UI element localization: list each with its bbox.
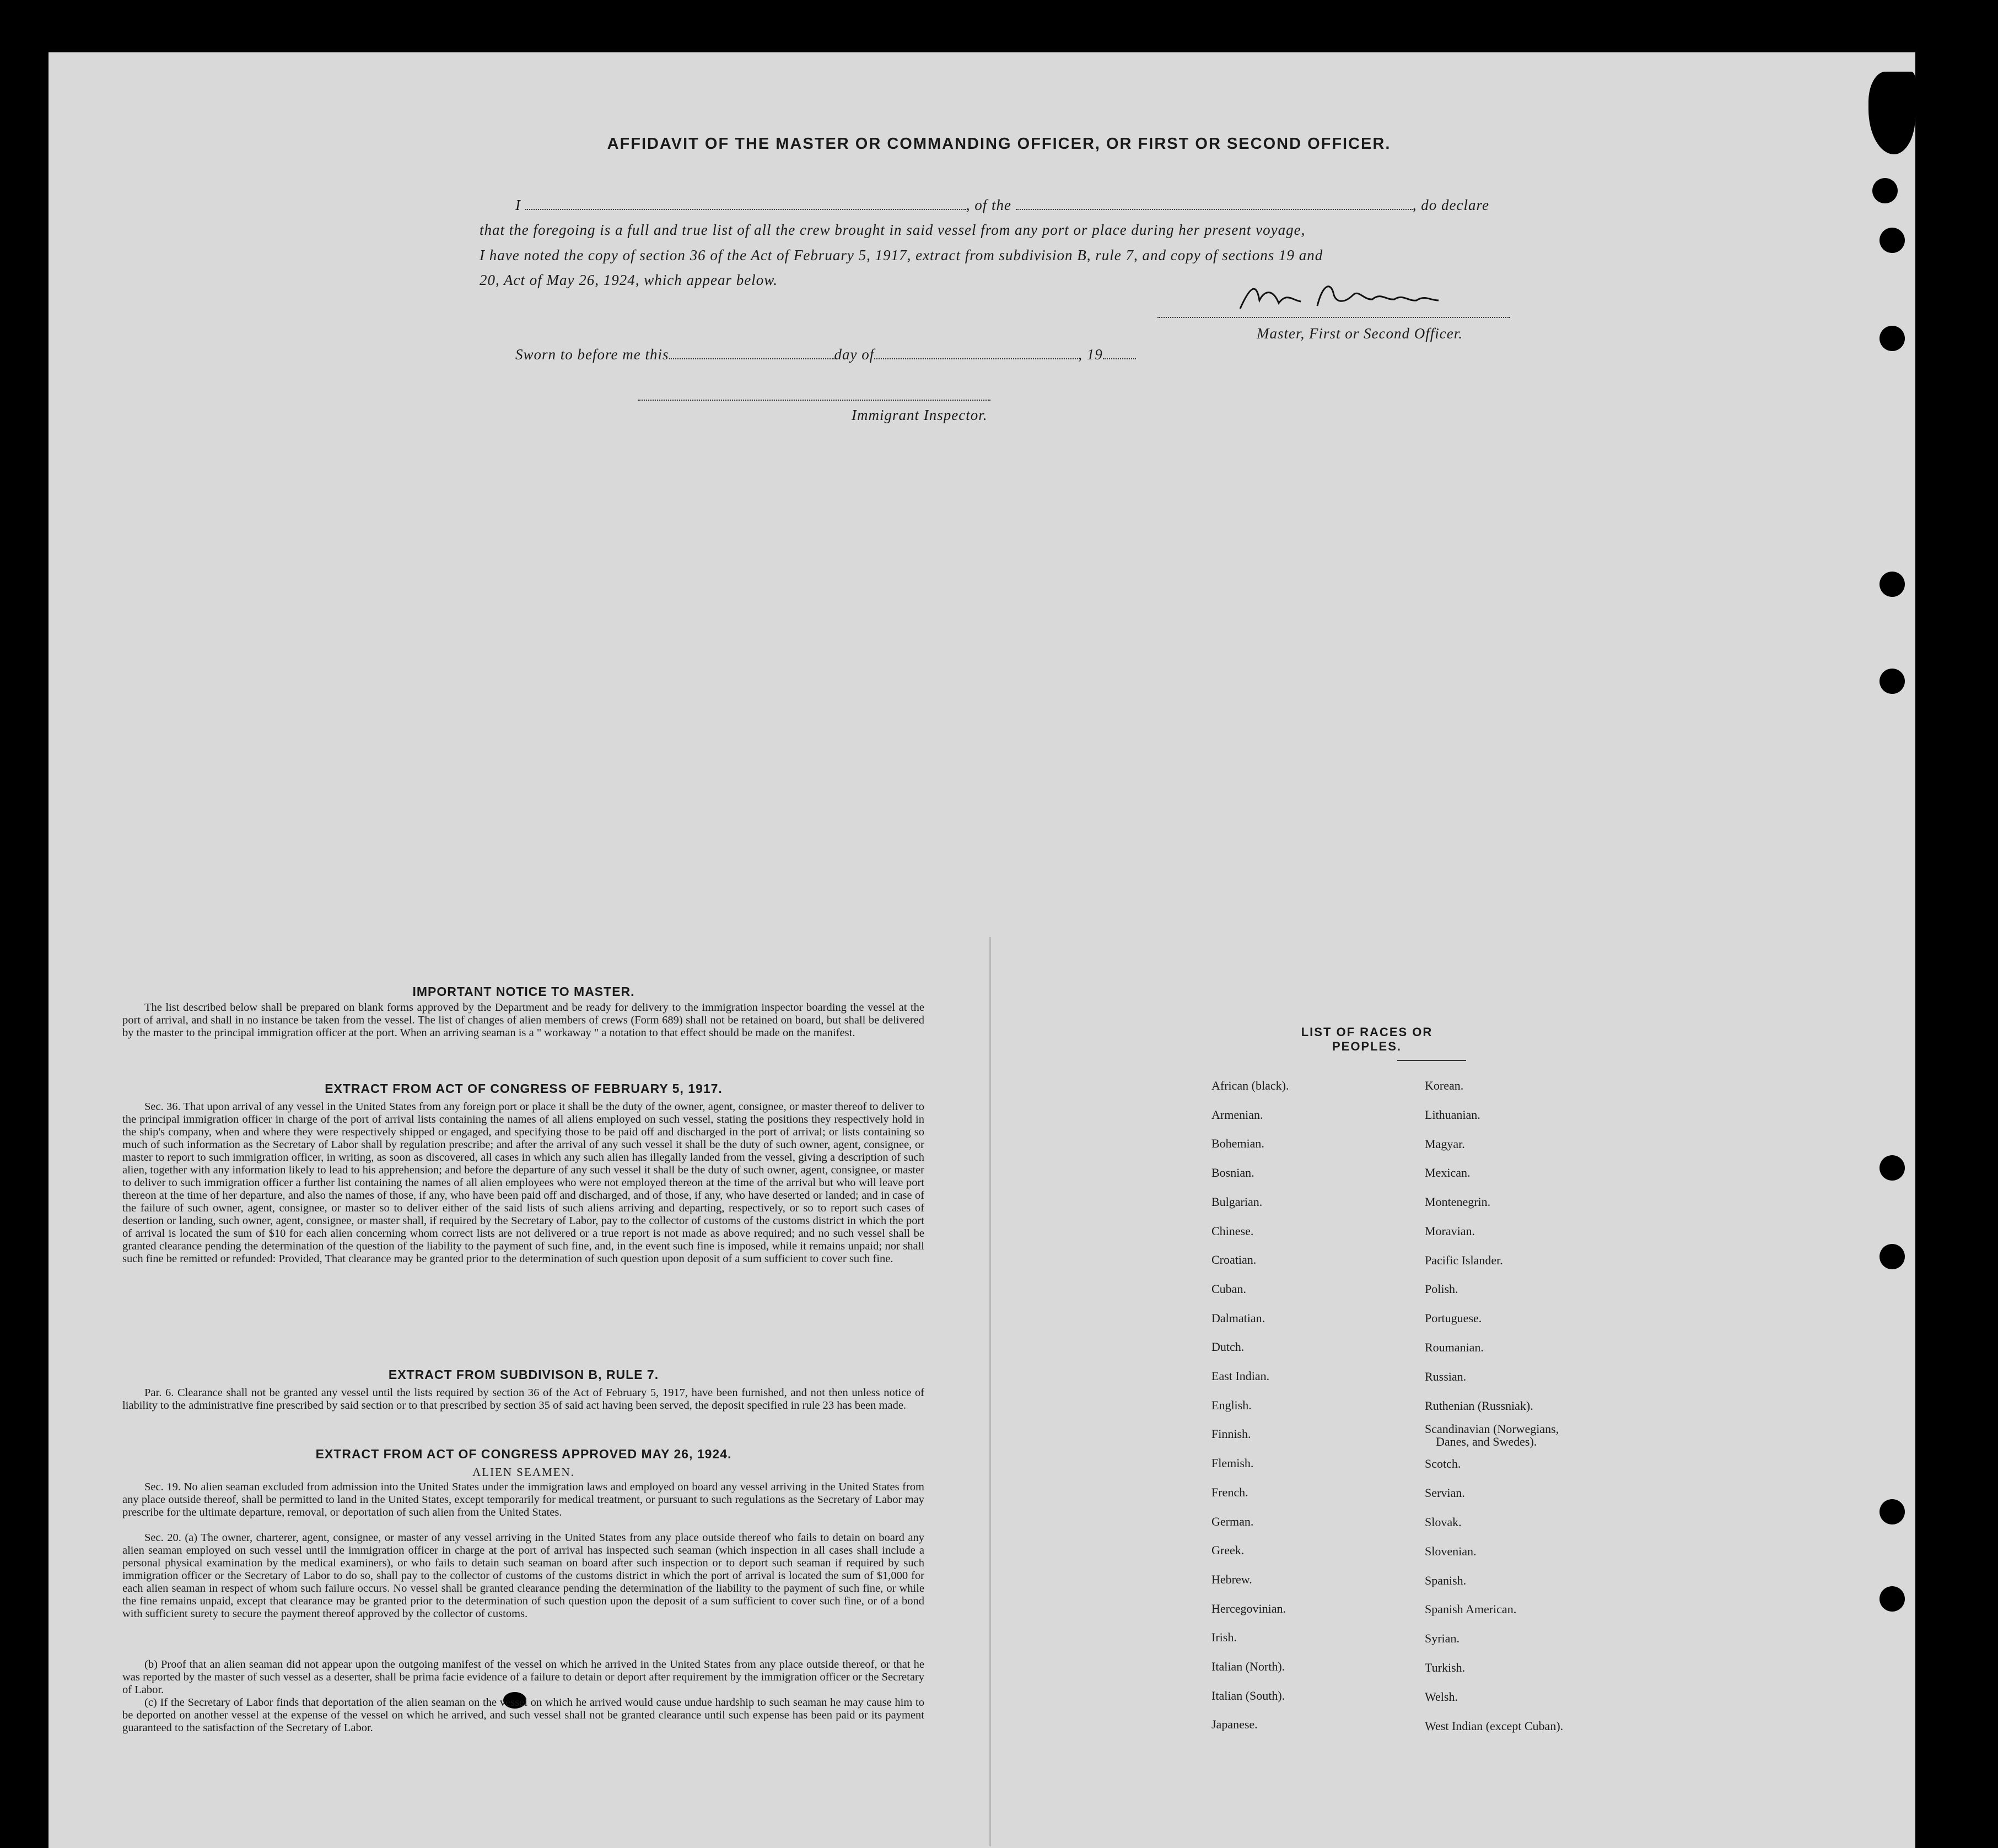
race-item: Portuguese. <box>1425 1311 1482 1325</box>
text: , of the <box>966 197 1011 213</box>
affidavit-title: AFFIDAVIT OF THE MASTER OR COMMANDING OFFICER, OR FIRST OR SECOND OFFICER. <box>607 135 1391 153</box>
vessel-blank[interactable] <box>1016 209 1413 210</box>
race-item: Japanese. <box>1211 1717 1258 1732</box>
race-item: Korean. <box>1425 1079 1464 1092</box>
punch-hole <box>1879 326 1905 351</box>
race-item: Croatian. <box>1211 1253 1257 1267</box>
extract-1924-heading: EXTRACT FROM ACT OF CONGRESS APPROVED MAY 26, 1924. <box>315 1447 732 1461</box>
punch-hole <box>1879 572 1905 597</box>
race-item: African (black). <box>1211 1079 1289 1092</box>
name-blank[interactable] <box>525 209 966 210</box>
race-item: Cuban. <box>1211 1281 1246 1296</box>
notice-heading: IMPORTANT NOTICE TO MASTER. <box>412 984 635 999</box>
race-item: Dutch. <box>1211 1340 1245 1354</box>
month-blank[interactable] <box>874 358 1078 359</box>
race-item: Turkish. <box>1425 1661 1466 1674</box>
declaration-line-3: I have noted the copy of section 36 of the Act of February 5, 1917, extract from subdivision B, rule 7, and copy of sections 19 and <box>480 247 1323 263</box>
punch-hole <box>1879 1499 1905 1524</box>
sec20c-body: (c) If the Secretary of Labor finds that deportation of the alien seaman on the vessel on which he arrived would cause undue hardship to such seaman he may cause him to be deported on another vessel at the expense of the vessel on which he arrived, and such vessel shall not be granted clearance until such expense has been paid or its payment guaranteed to the satisfaction of the Secretary of Labor. <box>122 1696 924 1734</box>
race-item: Danes, and Swedes). <box>1436 1435 1537 1448</box>
race-item: Scandinavian (Norwegians, <box>1425 1422 1559 1436</box>
race-item: Greek. <box>1211 1543 1245 1558</box>
punch-hole <box>1879 1244 1905 1269</box>
sec19-body: Sec. 19. No alien seaman excluded from admission into the United States under the immigration laws and employed on board any vessel arriving in the United States from any place outside thereof, shall be permitted to land in the United States, except temporarily for medical treatment, or pursuant to such regulations as the Secretary of Labor may prescribe for the ultimate departure, removal, or deportation of such alien from the United States. <box>122 1481 924 1518</box>
fold-line <box>989 937 991 1846</box>
sec20a-body: Sec. 20. (a) The owner, charterer, agent, consignee, or master of any vessel arriving in the United States from any place outside thereof who fails to detain on board any alien seaman employed on such vessel until the immigration officer in charge at the port of arrival has inspected such seaman (which inspection in all cases shall include a personal physical examination by the medical examiners), or who fails to detain such seaman on board after such inspection or to deport such seaman if required by such immigration officer or the Secretary of Labor to do so, shall pay to the collector of customs of the customs district in which the port of arrival is located the sum of $1,000 for each alien seaman in respect of whom such failure occurs. No vessel shall be granted clearance pending the determination of the liability to the payment of such fine, or while the fine remains unpaid, except that clearance may be granted prior to the determination of such question upon the deposit of a sum sufficient to cover such fine, or of a bond with sufficient surety to secure the payment thereof approved by the collector of customs. <box>122 1532 924 1620</box>
text: Sworn to before me this <box>515 346 669 363</box>
inspector-signature-line <box>638 400 990 401</box>
race-item: Pacific Islander. <box>1425 1253 1503 1267</box>
race-item: Irish. <box>1211 1630 1237 1645</box>
race-item: Magyar. <box>1425 1137 1465 1151</box>
text: , do declare <box>1412 197 1489 213</box>
punch-hole <box>1879 228 1905 253</box>
race-item: English. <box>1211 1398 1252 1412</box>
race-item: German. <box>1211 1514 1254 1528</box>
handwritten-signature <box>1235 278 1499 317</box>
race-item: Bohemian. <box>1211 1136 1264 1151</box>
day-blank[interactable] <box>669 358 834 359</box>
declaration-line-4: 20, Act of May 26, 1924, which appear below. <box>480 272 778 288</box>
race-item: Chinese. <box>1211 1224 1254 1238</box>
race-item: Syrian. <box>1425 1631 1460 1645</box>
signature-field <box>1157 278 1510 318</box>
race-item: West Indian (except Cuban). <box>1425 1719 1564 1733</box>
race-item: Slovak. <box>1425 1515 1462 1529</box>
race-item: Bulgarian. <box>1211 1194 1263 1209</box>
race-item: Ruthenian (Russniak). <box>1425 1399 1533 1413</box>
text: , 19 <box>1078 346 1103 363</box>
race-item: Lithuanian. <box>1425 1108 1480 1122</box>
race-item: Flemish. <box>1211 1456 1254 1470</box>
text: day of <box>834 346 875 363</box>
race-item: Roumanian. <box>1425 1340 1484 1354</box>
signature-caption: Master, First or Second Officer. <box>1257 325 1463 342</box>
race-item: Servian. <box>1425 1486 1465 1500</box>
notice-body: The list described below shall be prepared on blank forms approved by the Department and be ready for delivery to the immigration inspector boarding the vessel at the port of arrival, and shall in no instance be taken from the vessel. The list of changes of alien members of crews (Form 689) shall not be retained on board, but shall be delivered by the master to the principal immigration officer at the port. When an arriving seaman is a " workaway " a notation to that effect should be made on the manifest. <box>122 1001 924 1039</box>
race-item: Spanish. <box>1425 1574 1467 1587</box>
punch-hole <box>1879 1155 1905 1181</box>
alien-seamen-subheading: ALIEN SEAMEN. <box>472 1466 575 1479</box>
race-item: Armenian. <box>1211 1107 1263 1122</box>
declaration-line-1 <box>515 197 1489 214</box>
race-item: Italian (South). <box>1211 1688 1285 1702</box>
punch-hole <box>1879 669 1905 694</box>
race-item: Moravian. <box>1425 1224 1475 1238</box>
races-heading: LIST OF RACES OR PEOPLES. <box>1301 1025 1433 1053</box>
divider <box>1397 1060 1466 1061</box>
race-item: East Indian. <box>1211 1369 1270 1383</box>
race-item: Slovenian. <box>1425 1544 1477 1558</box>
race-item: Scotch. <box>1425 1457 1461 1470</box>
extract-1917-heading: EXTRACT FROM ACT OF CONGRESS OF FEBRUARY 5, 1917. <box>325 1081 723 1096</box>
race-item: Hercegovinian. <box>1211 1601 1286 1615</box>
race-item: Dalmatian. <box>1211 1311 1265 1325</box>
inspector-caption: Immigrant Inspector. <box>852 407 988 423</box>
punch-hole <box>1872 178 1898 203</box>
sec20b-body: (b) Proof that an alien seaman did not appear upon the outgoing manifest of the vessel on which he arrived in the United States from any place outside thereof, or that he was reported by the master of such vessel as a deserter, shall be prima facie evidence of a failure to detain or deport after requirement by the immigration officer or the Secretary of Labor. <box>122 1658 924 1696</box>
race-item: Montenegrin. <box>1425 1195 1491 1209</box>
sworn-line <box>515 346 1136 363</box>
race-item: Italian (North). <box>1211 1660 1285 1673</box>
extract-rule7-heading: EXTRACT FROM SUBDIVISON B, RULE 7. <box>388 1367 659 1382</box>
extract-rule7-body: Par. 6. Clearance shall not be granted any vessel until the lists required by section 36 of the Act of February 5, 1917, have been furnished, and not then unless notice of liability to the administrative fine prescribed by said section or to that prescribed by section 35 of said act having been served, the deposit specified in rule 23 has been made. <box>122 1387 924 1411</box>
year-blank[interactable] <box>1103 358 1136 359</box>
race-item: Bosnian. <box>1211 1166 1254 1180</box>
race-item: Welsh. <box>1425 1690 1458 1704</box>
extract-1917-body: Sec. 36. That upon arrival of any vessel in the United States from any foreign port or place it shall be the duty of the owner, agent, consignee, or master thereof to deliver to the principal immigration officer in charge of the port of arrival lists containing the names of all aliens employed on such vessel, stating the positions they respectively hold in the ship's company, when and where they were respectively shipped or engaged, and specifying those to be paid off and discharged in the port of arrival; or lists containing so much of such information as the Secretary of Labor shall by regulation prescribe; and after the arrival of any such vessel it shall be the duty of such owner, agent, consignee, or master to report to such immigration officer, in writing, as soon as discovered, all cases in which any such alien has illegally landed from the vessel, giving a description of such alien, together with any information likely to lead to his apprehension; and before the departure of any such vessel it shall be the duty of such owner, agent, consignee, or master to deliver to such immigration officer a further list containing the names of all alien employees who were not employed thereon at the time of the arrival but who will leave port thereon at the time of her departure, and also the names of those, if any, who have been paid off and discharged, and of those, if any, who have deserted or landed; and in case of the failure of such owner, agent, consignee, or master so to deliver either of the said lists of such aliens arriving and departing, respectively, or so to report such cases of desertion or landing, such owner, agent, consignee, or master shall, if required by the Secretary of Labor, pay to the collector of customs of the customs district in which the port of arrival is located the sum of $10 for each alien concerning whom correct lists are not delivered or a true report is not made as above required; and no such vessel shall be granted clearance pending the determination of the question of the liability to the payment of such fine, and, in the event such fine is imposed, while it remains unpaid; nor shall such fine be remitted or refunded: Provided, That clearance may be granted prior to the determination of such question upon deposit of a sum sufficient to cover such fine. <box>122 1101 924 1265</box>
race-item: Finnish. <box>1211 1427 1251 1441</box>
race-item: French. <box>1211 1485 1248 1499</box>
race-item: Spanish American. <box>1425 1602 1517 1616</box>
race-item: Hebrew. <box>1211 1572 1252 1586</box>
race-item: Mexican. <box>1425 1166 1471 1179</box>
race-item: Polish. <box>1425 1282 1458 1296</box>
race-item: Russian. <box>1425 1370 1467 1383</box>
declaration-line-2: that the foregoing is a full and true list of all the crew brought in said vessel from any port or place during her present voyage, <box>480 222 1306 238</box>
text: I <box>515 197 521 213</box>
punch-hole <box>1879 1586 1905 1612</box>
